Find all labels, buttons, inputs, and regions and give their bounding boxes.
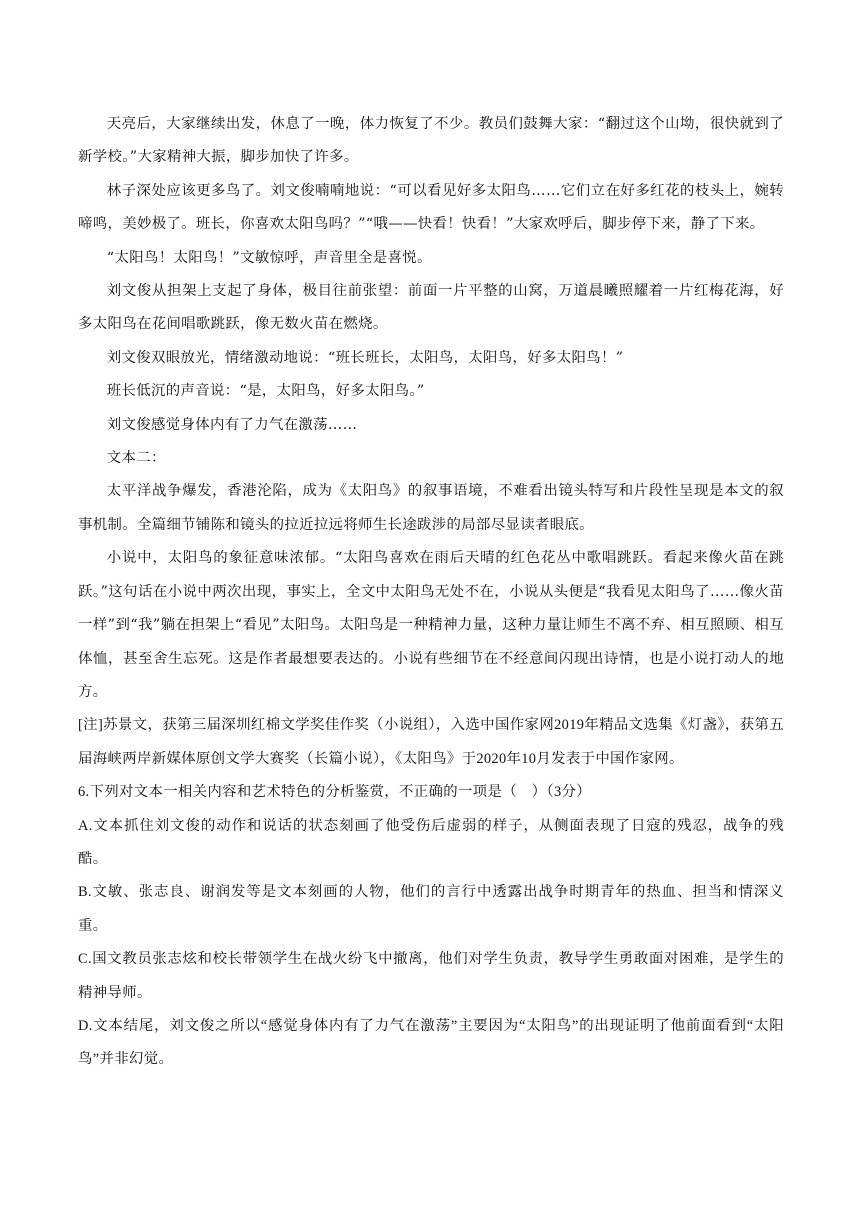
paragraph-7: 刘文俊感觉身体内有了力气在激荡…… [106, 416, 358, 433]
paragraph-6: 班长低沉的声音说：“是，太阳鸟，好多太阳鸟。” [106, 383, 425, 400]
option-b: B.文敏、张志良、谢润发等是文本刻画的人物，他们的言行中透露出战争时期青年的热血、担当和情深义重。 [78, 884, 784, 934]
option-d: D.文本结尾，刘文俊之所以“感觉身体内有了力气在激荡”主要因为“太阳鸟”的出现证明了他前面看到“太阳鸟”并非幻觉。 [78, 1017, 784, 1068]
option-a: A.文本抓住刘文俊的动作和说话的状态刻画了他受伤后虚弱的样子，从侧面表现了日寇的残忍，战争的残酷。 [78, 817, 784, 867]
paragraph-9: 太平洋战争爆发，香港沦陷，成为《太阳鸟》的叙事语境，不难看出镜头特写和片段性呈现是本文的叙事机制。全篇细节铺陈和镜头的拉近拉远将师生长途跋涉的局部尽显读者眼底。 [78, 483, 784, 533]
document-page [78, 108, 784, 1077]
question-6-stem: 6.下列对文本一相关内容和艺术特色的分析鉴赏，不正确的一项是（ ）（3分） [78, 784, 592, 801]
paragraph-2: 林子深处应该更多鸟了。刘文俊喃喃地说：“可以看见好多太阳鸟……它们立在好多红花的枝头上，婉转啼鸣，美妙极了。班长，你喜欢太阳鸟吗？”“哦——快看！快看！”大家欢呼后，脚步停下来，静了下来。 [78, 182, 784, 233]
author-note: [注]苏景文，获第三届深圳红棉文学奖佳作奖（小说组），入选中国作家网2019年精品文选集《灯盏》，获第五届海峡两岸新媒体原创文学大赛奖（长篇小说），《太阳鸟》于2020年10月发表于中国作家网。 [78, 717, 784, 767]
paragraph-1: 天亮后，大家继续出发，休息了一晚，体力恢复了不少。教员们鼓舞大家：“翻过这个山坳，很快就到了新学校。”大家精神大振，脚步加快了许多。 [78, 116, 784, 166]
section-heading-text-two: 文本二： [106, 450, 166, 467]
paragraph-4: 刘文俊从担架上支起了身体，极目往前张望：前面一片平整的山窝，万道晨曦照耀着一片红梅花海，好多太阳鸟在花间唱歌跳跃，像无数火苗在燃烧。 [78, 283, 784, 333]
option-c: C.国文教员张志炫和校长带领学生在战火纷飞中撤离，他们对学生负责，教导学生勇敢面对困难，是学生的精神导师。 [78, 951, 784, 1001]
paragraph-5: 刘文俊双眼放光，情绪激动地说：“班长班长，太阳鸟，太阳鸟，好多太阳鸟！” [106, 349, 624, 366]
paragraph-3: “太阳鸟！太阳鸟！”文敏惊呼，声音里全是喜悦。 [106, 249, 432, 266]
paragraph-10: 小说中，太阳鸟的象征意味浓郁。“太阳鸟喜欢在雨后天晴的红色花丛中歌唱跳跃。看起来像火苗在跳跃。”这句话在小说中两次出现，事实上，全文中太阳鸟无处不在，小说从头便是“我看见太阳鸟了……像火苗一样”到“我”躺在担架上“看见”太阳鸟。太阳鸟是一种精神力量，这种力量让师生不离不弃、相互照顾、相互体恤，甚至舍生忘死。这是作者最想要表达的。小说有些细节在不经意间闪现出诗情，也是小说打动人的地方。 [78, 550, 784, 700]
